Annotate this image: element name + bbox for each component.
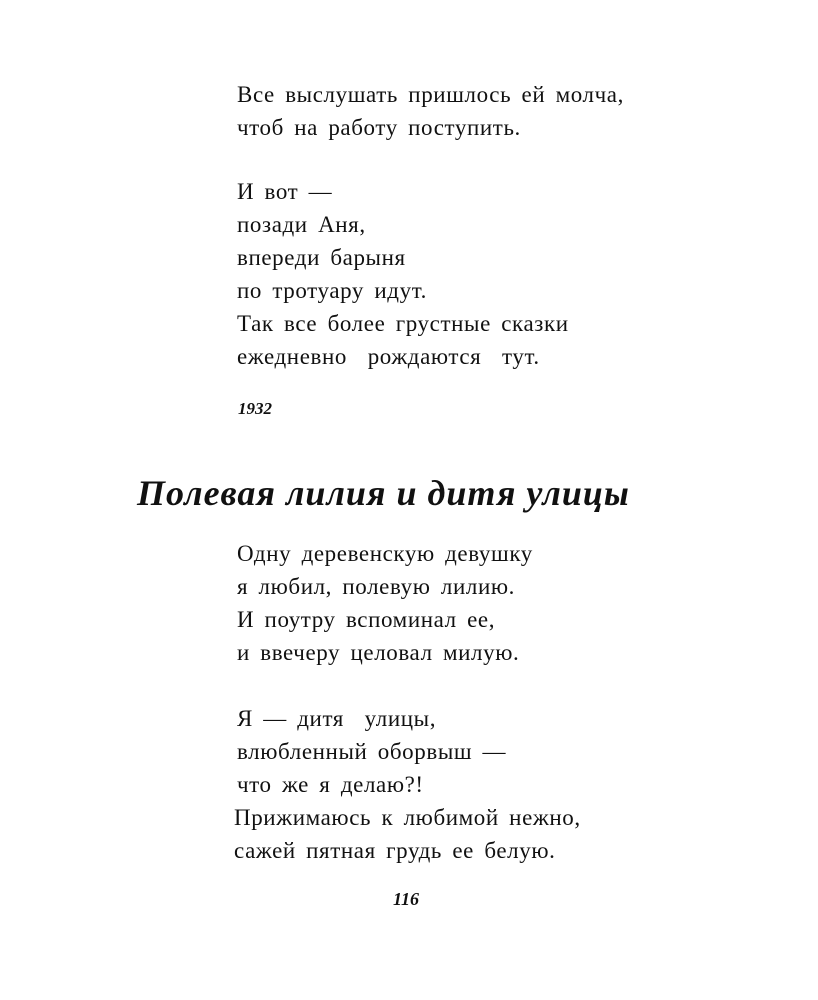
- verse-line: И вот —: [237, 179, 333, 204]
- verse-line: и ввечеру целовал милую.: [237, 640, 520, 665]
- verse-line: позади Аня,: [237, 212, 366, 237]
- poem-date: 1932: [238, 399, 272, 418]
- verse-line: что же я делаю?!: [237, 772, 424, 797]
- verse-line: впереди барыня: [237, 245, 406, 270]
- verse-line: Одну деревенскую девушку: [237, 541, 533, 566]
- verse-line: Я — дитя улицы,: [237, 706, 437, 731]
- verse-line: сажей пятная грудь ее белую.: [234, 838, 556, 863]
- poem-title: Полевая лилия и дитя улицы: [137, 473, 630, 513]
- verse-line: Так все более грустные сказки: [237, 311, 569, 336]
- page-number: 116: [393, 889, 420, 909]
- verse-line: ежедневно рождаются тут.: [237, 344, 540, 369]
- verse-line: чтоб на работу поступить.: [237, 115, 521, 140]
- verse-line: по тротуару идут.: [237, 278, 427, 303]
- verse-line: И поутру вспоминал ее,: [237, 607, 496, 632]
- verse-line: Все выслушать пришлось ей молча,: [237, 82, 624, 107]
- verse-line: влюбленный оборвыш —: [237, 739, 507, 764]
- verse-line: я любил, полевую лилию.: [237, 574, 515, 599]
- verse-line: Прижимаюсь к любимой нежно,: [234, 805, 581, 830]
